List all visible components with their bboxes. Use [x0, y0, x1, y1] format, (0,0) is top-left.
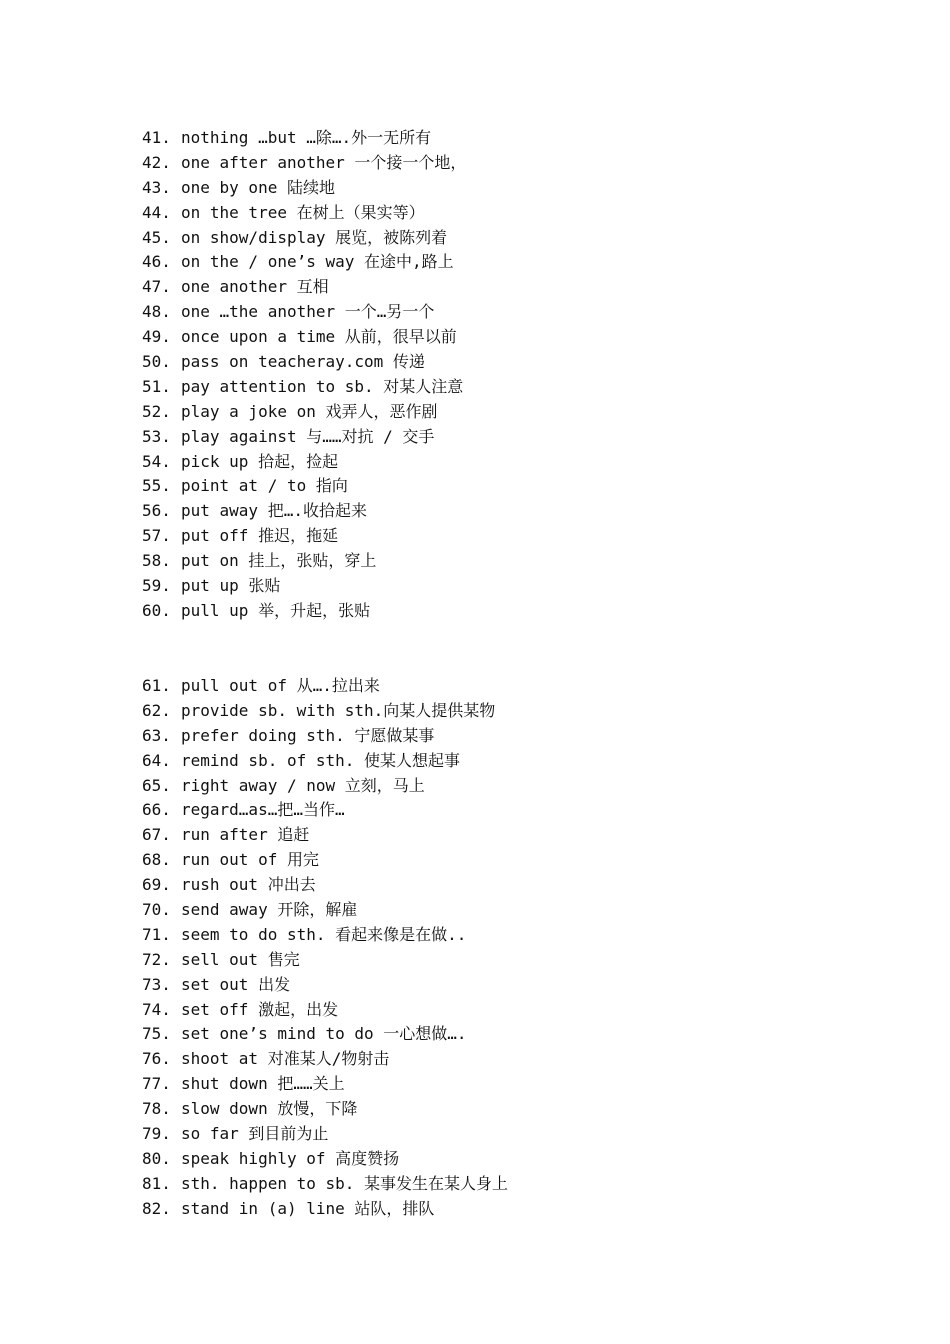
- list-item: [142, 774, 862, 799]
- item-number: 71.: [142, 924, 171, 944]
- item-number: 74.: [142, 999, 171, 1019]
- item-number: 51.: [142, 376, 171, 396]
- item-text: set one’s mind to do 一心想做….: [181, 1024, 467, 1044]
- list-item: [142, 1022, 862, 1047]
- item-text: point at / to 指向: [181, 476, 348, 496]
- item-text: nothing …but …除….外一无所有: [181, 128, 432, 147]
- item-text: shoot at 对准某人/物射击: [181, 1049, 390, 1069]
- list-item: [142, 724, 862, 749]
- item-text: set out 出发: [181, 974, 291, 994]
- item-text: right away / now 立刻，马上: [181, 775, 425, 795]
- list-item: [142, 250, 862, 275]
- item-number: 76.: [142, 1049, 171, 1069]
- item-text: pay attention to sb. 对某人注意: [181, 376, 464, 396]
- item-number: 66.: [142, 800, 171, 820]
- item-text: one …the another 一个…另一个: [181, 302, 435, 322]
- list-item: [142, 873, 862, 898]
- item-text: put away 把….收拾起来: [181, 501, 367, 521]
- item-text: one after another 一个接一个地，: [181, 152, 467, 172]
- item-text: pass on teacheray.com 传递: [181, 352, 425, 372]
- item-text: set off 激起，出发: [181, 999, 339, 1019]
- list-item: [142, 998, 862, 1023]
- item-text: one by one 陆续地: [181, 177, 335, 197]
- item-number: 68.: [142, 850, 171, 870]
- item-number: 63.: [142, 725, 171, 745]
- item-text: run out of 用完: [181, 850, 319, 870]
- item-text: send away 开除，解雇: [181, 900, 358, 920]
- list-item: [142, 201, 862, 226]
- list-item: [142, 1197, 862, 1222]
- list-item: [142, 350, 862, 375]
- list-item: [142, 126, 862, 151]
- item-text: on show/display 展览，被陈列着: [181, 227, 448, 247]
- list-item: [142, 300, 862, 325]
- item-text: stand in (a) line 站队，排队: [181, 1198, 435, 1218]
- item-text: regard…as…把…当作…: [181, 800, 345, 820]
- item-text: provide sb. with sth.向某人提供某物: [181, 700, 496, 720]
- item-text: sth. happen to sb. 某事发生在某人身上: [181, 1173, 509, 1193]
- item-text: seem to do sth. 看起来像是在做..: [181, 924, 467, 944]
- list-item: [142, 325, 862, 350]
- item-number: 47.: [142, 277, 171, 297]
- item-number: 57.: [142, 526, 171, 546]
- item-text: on the tree 在树上（果实等）: [181, 202, 425, 222]
- item-text: put on 挂上，张贴，穿上: [181, 551, 377, 571]
- list-item: [142, 948, 862, 973]
- item-number: 62.: [142, 700, 171, 720]
- item-number: 42.: [142, 152, 171, 172]
- list-item: [142, 923, 862, 948]
- item-number: 65.: [142, 775, 171, 795]
- item-number: 54.: [142, 451, 171, 471]
- list-item: [142, 450, 862, 475]
- item-text: put off 推迟，拖延: [181, 526, 339, 546]
- list-item: [142, 524, 862, 549]
- item-text: once upon a time 从前，很早以前: [181, 327, 457, 347]
- item-text: put up 张贴: [181, 576, 281, 596]
- list-item: [142, 549, 862, 574]
- item-number: 53.: [142, 426, 171, 446]
- item-text: pick up 拾起，捡起: [181, 451, 339, 471]
- item-number: 49.: [142, 327, 171, 347]
- item-number: 80.: [142, 1148, 171, 1168]
- item-number: 60.: [142, 600, 171, 620]
- item-number: 70.: [142, 900, 171, 920]
- item-text: on the / one’s way 在途中,路上: [181, 252, 454, 272]
- item-text: pull up 举，升起，张贴: [181, 600, 371, 620]
- item-number: 56.: [142, 501, 171, 521]
- item-number: 52.: [142, 401, 171, 421]
- list-item: [142, 848, 862, 873]
- item-text: play a joke on 戏弄人，恶作剧: [181, 401, 438, 421]
- list-item: [142, 973, 862, 998]
- item-number: 75.: [142, 1024, 171, 1044]
- item-text: so far 到目前为止: [181, 1124, 329, 1144]
- item-text: shut down 把……关上: [181, 1074, 345, 1094]
- list-item: [142, 151, 862, 176]
- list-item: [142, 1147, 862, 1172]
- list-item: [142, 1172, 862, 1197]
- item-number: 72.: [142, 949, 171, 969]
- list-item: [142, 400, 862, 425]
- item-number: 67.: [142, 825, 171, 845]
- item-text: pull out of 从….拉出来: [181, 676, 380, 695]
- list-item: [142, 226, 862, 251]
- item-number: 81.: [142, 1173, 171, 1193]
- list-item: [142, 574, 862, 599]
- item-number: 41.: [142, 128, 171, 147]
- item-text: remind sb. of sth. 使某人想起事: [181, 750, 461, 770]
- item-number: 44.: [142, 202, 171, 222]
- item-number: 82.: [142, 1198, 171, 1218]
- item-number: 73.: [142, 974, 171, 994]
- item-text: play against 与……对抗 / 交手: [181, 426, 435, 446]
- list-item: [142, 275, 862, 300]
- list-item: [142, 823, 862, 848]
- item-number: 61.: [142, 676, 171, 695]
- item-text: slow down 放慢，下降: [181, 1099, 358, 1119]
- list-item: [142, 1047, 862, 1072]
- list-item: [142, 1097, 862, 1122]
- list-item: [142, 176, 862, 201]
- item-number: 64.: [142, 750, 171, 770]
- list-item: [142, 674, 862, 699]
- list-item: [142, 599, 862, 624]
- list-item: [142, 474, 862, 499]
- list-item: [142, 499, 862, 524]
- item-number: 46.: [142, 252, 171, 272]
- item-number: 48.: [142, 302, 171, 322]
- list-item: [142, 798, 862, 823]
- item-text: one another 互相: [181, 277, 329, 297]
- list-item: [142, 1072, 862, 1097]
- list-item: [142, 749, 862, 774]
- item-text: rush out 冲出去: [181, 875, 316, 895]
- item-number: 45.: [142, 227, 171, 247]
- item-number: 79.: [142, 1124, 171, 1144]
- item-number: 69.: [142, 875, 171, 895]
- item-text: speak highly of 高度赞扬: [181, 1148, 400, 1168]
- list-item: [142, 375, 862, 400]
- list-item: [142, 898, 862, 923]
- phrase-list-41-60: [142, 126, 862, 624]
- item-text: prefer doing sth. 宁愿做某事: [181, 725, 435, 745]
- item-text: run after 追赶: [181, 825, 310, 845]
- item-number: 78.: [142, 1099, 171, 1119]
- item-number: 50.: [142, 352, 171, 372]
- phrase-list-61-82: [142, 674, 862, 1222]
- item-number: 55.: [142, 476, 171, 496]
- item-number: 43.: [142, 177, 171, 197]
- list-item: [142, 699, 862, 724]
- list-item: [142, 1122, 862, 1147]
- item-number: 77.: [142, 1074, 171, 1094]
- item-text: sell out 售完: [181, 949, 300, 969]
- list-item: [142, 425, 862, 450]
- item-number: 59.: [142, 576, 171, 596]
- item-number: 58.: [142, 551, 171, 571]
